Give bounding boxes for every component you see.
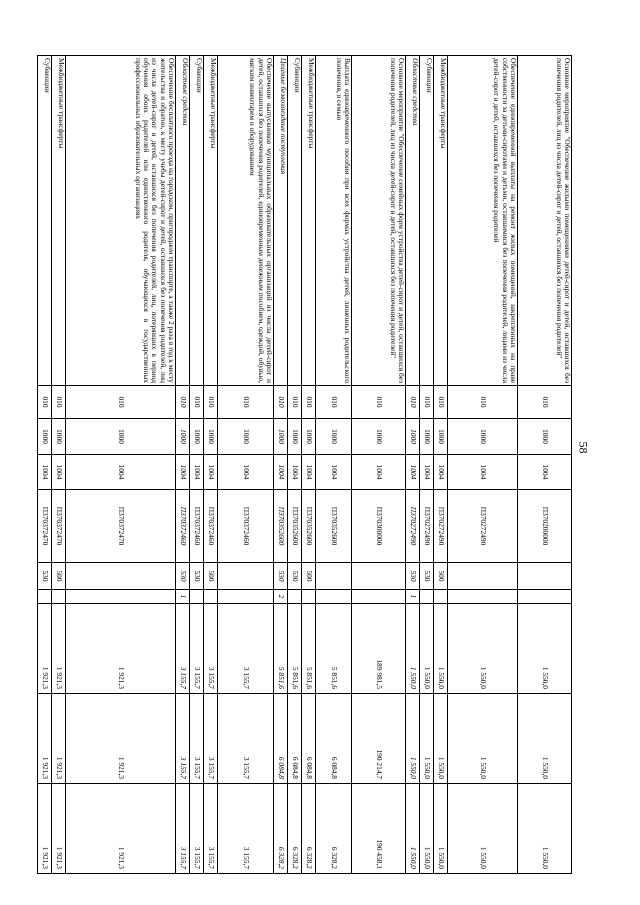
rotated-table-container [40, 55, 572, 873]
code-cell: 010 [176, 386, 190, 419]
section-cell: 1000 [288, 419, 302, 455]
row-name-cell: Основное мероприятие "Обеспечение семейных форм устройства детей-сирот и детей, оставшихся без попечения родителей, лиц из числа детей-сирот и детей, оставшихся без попечения родителей" [352, 56, 406, 386]
section-cell: 1000 [352, 419, 406, 455]
row-name-cell: Основное мероприятие "Обеспечение жилыми помещениями детей-сирот и детей, оставшихся без попечения родителей, лиц из числа детей-сирот и детей, оставшихся без попечения родителей" [518, 56, 572, 386]
table-row [448, 56, 518, 874]
amount-year1-cell: 1 550,0 [420, 604, 434, 694]
target-article-cell: П370372470 [38, 490, 52, 563]
table-row [204, 56, 218, 874]
source-code-cell [518, 590, 572, 604]
amount-year3-cell: 1 550,0 [518, 784, 572, 874]
amount-year3-cell: 1 921,3 [52, 784, 66, 874]
code-cell: 010 [66, 386, 176, 419]
source-code-cell: 1 [406, 590, 420, 604]
section-cell: 1000 [176, 419, 190, 455]
target-article-cell: П370372470 [66, 490, 176, 563]
code-cell: 010 [302, 386, 316, 419]
section-cell: 1000 [448, 419, 518, 455]
amount-year3-cell: 1 550,0 [434, 784, 448, 874]
budget-table [37, 55, 572, 874]
section-cell: 1000 [190, 419, 204, 455]
subsection-cell: 1004 [316, 455, 352, 490]
table-row [352, 56, 406, 874]
source-code-cell [52, 590, 66, 604]
expense-type-cell [218, 563, 274, 590]
section-cell: 1000 [420, 419, 434, 455]
amount-year2-cell: 1 921,3 [66, 694, 176, 784]
amount-year3-cell: 6 328,2 [316, 784, 352, 874]
section-cell: 1000 [274, 419, 288, 455]
row-name-cell: Межбюджетные трансферты [434, 56, 448, 386]
table-row [406, 56, 420, 874]
table-row [518, 56, 572, 874]
amount-year3-cell: 6 328,2 [274, 784, 288, 874]
target-article-cell: П370200000 [518, 490, 572, 563]
source-code-cell [38, 590, 52, 604]
source-code-cell [66, 590, 176, 604]
code-cell: 010 [448, 386, 518, 419]
amount-year1-cell: 3 155,7 [176, 604, 190, 694]
source-code-cell [204, 590, 218, 604]
table-body [38, 56, 572, 874]
row-name-cell: Субвенции [288, 56, 302, 386]
row-name-cell: Межбюджетные трансферты [302, 56, 316, 386]
table-row [66, 56, 176, 874]
expense-type-cell: 530 [190, 563, 204, 590]
code-cell: 010 [434, 386, 448, 419]
amount-year1-cell: 3 155,7 [190, 604, 204, 694]
target-article-cell: П370372460 [218, 490, 274, 563]
subsection-cell: 1004 [52, 455, 66, 490]
amount-year3-cell: 1 550,0 [406, 784, 420, 874]
source-code-cell [218, 590, 274, 604]
section-cell: 1000 [434, 419, 448, 455]
code-cell: 010 [38, 386, 52, 419]
subsection-cell: 1004 [406, 455, 420, 490]
expense-type-cell: 500 [302, 563, 316, 590]
amount-year2-cell: 1 550,0 [518, 694, 572, 784]
expense-type-cell: 530 [38, 563, 52, 590]
amount-year1-cell: 1 921,3 [38, 604, 52, 694]
target-article-cell: П370352600 [316, 490, 352, 563]
amount-year1-cell: 3 155,7 [218, 604, 274, 694]
expense-type-cell: 530 [274, 563, 288, 590]
amount-year1-cell: 1 550,0 [448, 604, 518, 694]
row-name-cell: Субвенции [38, 56, 52, 386]
amount-year1-cell: 3 155,7 [204, 604, 218, 694]
page-number: 58 [576, 441, 591, 454]
target-article-cell: П370272490 [420, 490, 434, 563]
code-cell: 010 [406, 386, 420, 419]
expense-type-cell [352, 563, 406, 590]
amount-year2-cell: 190 214,7 [352, 694, 406, 784]
row-name-cell: Межбюджетные трансферты [52, 56, 66, 386]
subsection-cell: 1004 [38, 455, 52, 490]
table-row [38, 56, 52, 874]
subsection-cell: 1004 [302, 455, 316, 490]
target-article-cell: П370352600 [274, 490, 288, 563]
expense-type-cell [448, 563, 518, 590]
target-article-cell: П370300000 [352, 490, 406, 563]
table-row [274, 56, 288, 874]
amount-year1-cell: 5 851,6 [316, 604, 352, 694]
amount-year1-cell: 1 921,3 [52, 604, 66, 694]
section-cell: 1000 [316, 419, 352, 455]
row-name-cell: Обеспечение выпускников муниципальных образовательных организаций из числа детей-сирот и детей, оставшихся без попечения родителей, единовременным денежным пособием, одеждой, обувью, мягким инвентарем и оборудованием [218, 56, 274, 386]
amount-year2-cell: 6 084,8 [302, 694, 316, 784]
row-name-cell: Целевые безвозмездные поступления [274, 56, 288, 386]
code-cell: 010 [420, 386, 434, 419]
target-article-cell: П370272490 [406, 490, 420, 563]
target-article-cell: П370372460 [190, 490, 204, 563]
code-cell: 010 [274, 386, 288, 419]
amount-year2-cell: 1 921,3 [52, 694, 66, 784]
table-row [288, 56, 302, 874]
amount-year1-cell: 1 550,0 [434, 604, 448, 694]
amount-year2-cell: 6 084,8 [316, 694, 352, 784]
amount-year2-cell: 1 550,0 [434, 694, 448, 784]
source-code-cell: 1 [176, 590, 190, 604]
code-cell: 010 [52, 386, 66, 419]
subsection-cell: 1004 [274, 455, 288, 490]
row-name-cell: Межбюджетные трансферты [204, 56, 218, 386]
source-code-cell [448, 590, 518, 604]
subsection-cell: 1004 [288, 455, 302, 490]
amount-year1-cell: 189 981,5 [352, 604, 406, 694]
row-name-cell: Областные средства [406, 56, 420, 386]
amount-year2-cell: 6 084,8 [274, 694, 288, 784]
source-code-cell: 2 [274, 590, 288, 604]
subsection-cell: 1004 [66, 455, 176, 490]
subsection-cell: 1004 [176, 455, 190, 490]
amount-year1-cell: 5 851,6 [302, 604, 316, 694]
amount-year2-cell: 3 155,7 [204, 694, 218, 784]
amount-year3-cell: 1 550,0 [448, 784, 518, 874]
section-cell: 1000 [518, 419, 572, 455]
row-name-cell: Обеспечение единовременной выплаты на ремонт жилых помещений, закрепленных на праве собственности за детьми-сиротами и детьми, оставшимися без попечения родителей, лицами из числа детей-сирот и детей, оставшихся без попечения родителей [448, 56, 518, 386]
target-article-cell: П370372470 [52, 490, 66, 563]
expense-type-cell [518, 563, 572, 590]
amount-year1-cell: 1 550,0 [518, 604, 572, 694]
row-name-cell: Субвенции [190, 56, 204, 386]
subsection-cell: 1004 [434, 455, 448, 490]
amount-year3-cell: 3 155,7 [190, 784, 204, 874]
amount-year3-cell: 6 328,2 [302, 784, 316, 874]
code-cell: 010 [518, 386, 572, 419]
amount-year2-cell: 3 155,7 [190, 694, 204, 784]
amount-year3-cell: 3 155,7 [176, 784, 190, 874]
row-name-cell: Обеспечение бесплатного проезда на городском, пригородном транспорте, а также 2 раза в год к месту жительства и обратно, к месту учебы детей-сирот и детей, оставшихся без попечения родителей, лиц из числа детей-сирот и детей, оставшихся без попечения родителей, лиц, потерявших в период обучения обоих родителей или единственного родителя, обучающихся в государственных профессиональных образовательных организациях [66, 56, 176, 386]
section-cell: 1000 [406, 419, 420, 455]
subsection-cell: 1004 [218, 455, 274, 490]
expense-type-cell [316, 563, 352, 590]
amount-year2-cell: 1 550,0 [448, 694, 518, 784]
expense-type-cell: 530 [176, 563, 190, 590]
subsection-cell: 1004 [352, 455, 406, 490]
source-code-cell [352, 590, 406, 604]
code-cell: 010 [204, 386, 218, 419]
section-cell: 1000 [218, 419, 274, 455]
amount-year2-cell: 3 155,7 [218, 694, 274, 784]
amount-year1-cell: 1 921,3 [66, 604, 176, 694]
code-cell: 010 [190, 386, 204, 419]
amount-year3-cell: 190 458,1 [352, 784, 406, 874]
amount-year2-cell: 1 550,0 [420, 694, 434, 784]
table-row [434, 56, 448, 874]
target-article-cell: П370372460 [204, 490, 218, 563]
amount-year3-cell: 1 921,3 [66, 784, 176, 874]
expense-type-cell [66, 563, 176, 590]
section-cell: 1000 [66, 419, 176, 455]
table-row [302, 56, 316, 874]
source-code-cell [434, 590, 448, 604]
row-name-cell: Выплата единовременного пособия при всех формах устройства детей, лишенных родительского попечения, в семью [316, 56, 352, 386]
section-cell: 1000 [52, 419, 66, 455]
amount-year3-cell: 3 155,7 [218, 784, 274, 874]
amount-year2-cell: 1 550,0 [406, 694, 420, 784]
source-code-cell [288, 590, 302, 604]
source-code-cell [316, 590, 352, 604]
table-row [52, 56, 66, 874]
subsection-cell: 1004 [190, 455, 204, 490]
expense-type-cell: 500 [434, 563, 448, 590]
amount-year1-cell: 1 550,0 [406, 604, 420, 694]
table-row [190, 56, 204, 874]
code-cell: 010 [316, 386, 352, 419]
target-article-cell: П370272490 [434, 490, 448, 563]
amount-year2-cell: 6 084,8 [288, 694, 302, 784]
amount-year3-cell: 3 155,7 [204, 784, 218, 874]
code-cell: 010 [352, 386, 406, 419]
amount-year1-cell: 5 851,6 [274, 604, 288, 694]
target-article-cell: П370352600 [302, 490, 316, 563]
table-row [316, 56, 352, 874]
target-article-cell: П370352600 [288, 490, 302, 563]
source-code-cell [190, 590, 204, 604]
subsection-cell: 1004 [204, 455, 218, 490]
expense-type-cell: 500 [204, 563, 218, 590]
expense-type-cell: 500 [52, 563, 66, 590]
source-code-cell [420, 590, 434, 604]
expense-type-cell: 530 [406, 563, 420, 590]
target-article-cell: П370372460 [176, 490, 190, 563]
table-row [420, 56, 434, 874]
amount-year3-cell: 1 921,3 [38, 784, 52, 874]
subsection-cell: 1004 [420, 455, 434, 490]
expense-type-cell: 530 [288, 563, 302, 590]
table-row [218, 56, 274, 874]
amount-year3-cell: 6 328,2 [288, 784, 302, 874]
subsection-cell: 1004 [518, 455, 572, 490]
amount-year2-cell: 3 155,7 [176, 694, 190, 784]
table-row [176, 56, 190, 874]
section-cell: 1000 [204, 419, 218, 455]
expense-type-cell: 530 [420, 563, 434, 590]
row-name-cell: Областные средства [176, 56, 190, 386]
amount-year2-cell: 1 921,3 [38, 694, 52, 784]
amount-year1-cell: 5 851,6 [288, 604, 302, 694]
code-cell: 010 [288, 386, 302, 419]
code-cell: 010 [218, 386, 274, 419]
target-article-cell: П370272490 [448, 490, 518, 563]
source-code-cell [302, 590, 316, 604]
amount-year3-cell: 1 550,0 [420, 784, 434, 874]
row-name-cell: Субвенции [420, 56, 434, 386]
section-cell: 1000 [302, 419, 316, 455]
section-cell: 1000 [38, 419, 52, 455]
subsection-cell: 1004 [448, 455, 518, 490]
